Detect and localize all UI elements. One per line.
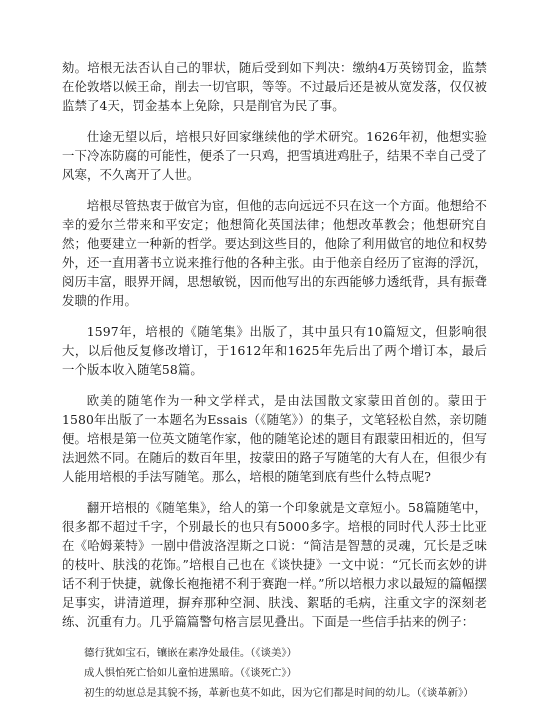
document-page [62, 58, 487, 703]
paragraph-ambitions: 培根尽管热衷于做官为宦，但他的志向远远不只在这一个方面。他想给不幸的爱尔兰带来和平安定；他想简化英国法律；他想改革教会；他想研究自然；他要建立一种新的哲学。要达到这些目的，他除了利用做官的地位和权势外，还一直用著书立说来推行他的各种主张。由于他亲自经历了宦海的浮沉，阅历丰富，眼界开阔，思想敏锐，因而他写出的东西能够力透纸背，具有振聋发聩的作用。 [62, 198, 487, 308]
paragraph-sentence-outcome: 劾。培根无法否认自己的罪状，随后受到如下判决：缴纳4万英镑罚金，监禁在伦敦塔以候王命，削去一切官职，等等。不过最后还是被从宽发落，仅仅被监禁了4天，罚金基本上免除，只是削官为民了事。 [62, 60, 487, 113]
paragraph-montaigne-origin: 欧美的随笔作为一种文学样式，是由法国散文家蒙田首创的。蒙田于1580年出版了一本题名为Essais（《随笔》）的集子，文笔轻松自然，亲切随便。培根是第一位英文随笔作家，他的随笔论述的题目有跟蒙田相近的，但写法迥然不同。在随后的数百年里，按蒙田的路子写随笔的大有人在，但很少有人能用培根的手法写随笔。那么，培根的随笔到底有些什么特点呢? [62, 393, 487, 484]
paragraph-return-to-study: 仕途无望以后，培根只好回家继续他的学术研究。1626年初，他想实验一下冷冻防腐的可能性，便杀了一只鸡，把雪填进鸡肚子，结果不幸自己受了风寒，不久离开了人世。 [62, 129, 487, 182]
quote-list [84, 643, 487, 703]
paragraph-brevity: 翻开培根的《随笔集》，给人的第一个印象就是文章短小。58篇随笔中，很多都不超过千字，个别最长的也只有5000多字。培根的同时代人莎士比亚在《哈姆莱特》一剧中借波洛涅斯之口说：“简洁是智慧的灵魂，冗长是乏味的枝叶、肤浅的花饰。”培根自己也在《谈快捷》一文中说：“冗长而玄妙的讲话不利于快捷，就像长袍拖裙不利于赛跑一样。”所以培根力求以最短的篇幅摆足事实，讲清道理，摒弃那种空洞、肤浅、絮聒的毛病，注重文字的深刻老练、沉重有力。几乎篇篇警句格言层见叠出。下面是一些信手拈来的例子： [62, 500, 487, 629]
paragraph-essays-publication: 1597年，培根的《随笔集》出版了，其中虽只有10篇短文，但影响很大，以后他反复修改增订，于1612年和1625年先后出了两个增订本，最后一个版本收入随笔58篇。 [62, 324, 487, 377]
quote-line: 成人惧怕死亡恰如儿童怕进黑暗。（《谈死亡》） [84, 667, 297, 679]
quote-line: 初生的幼崽总是其貌不扬，革新也莫不如此，因为它们都是时间的幼儿。（《谈革新》） [84, 687, 474, 699]
quote-line: 德行犹如宝石，镶嵌在素净处最佳。（《谈美》） [84, 647, 297, 659]
